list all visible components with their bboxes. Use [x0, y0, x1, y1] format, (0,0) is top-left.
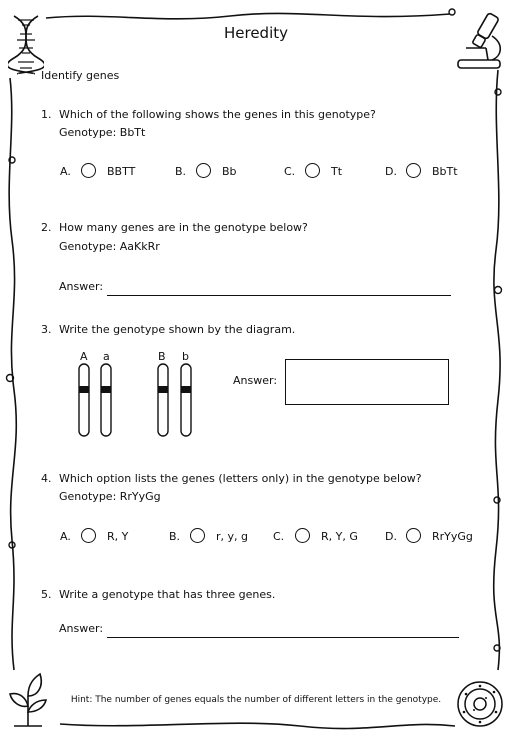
q2-genotype: Genotype: AaKkRr: [59, 240, 160, 253]
q4-option-c-text: R, Y, G: [321, 530, 358, 543]
q1-option-c-text: Tt: [331, 165, 343, 178]
q1-option-d-text: BbTt: [432, 165, 458, 178]
q1-option-b-bubble[interactable]: [196, 163, 211, 178]
q2-answer-line[interactable]: [107, 295, 451, 296]
q4-option-b-bubble[interactable]: [190, 528, 205, 543]
page-title: Heredity: [223, 24, 289, 42]
q1-option-c-bubble[interactable]: [305, 163, 320, 178]
chromosome-A: [79, 364, 89, 436]
gene-band-b: [181, 386, 191, 393]
gene-band-B: [158, 386, 168, 393]
chromosome-B: [158, 364, 168, 436]
q1-number: 1.: [41, 108, 52, 121]
q5-answer-label: Answer:: [59, 622, 104, 635]
hint-text: Hint: The number of genes equals the number of different letters in the genotype.: [70, 695, 442, 705]
allele-label-b: b: [182, 350, 189, 363]
q2-number: 2.: [41, 221, 52, 234]
q4-genotype: Genotype: RrYyGg: [59, 490, 161, 503]
q4-option-a-text: R, Y: [107, 530, 129, 543]
allele-label-B: B: [158, 350, 166, 363]
chromosome-diagram: [74, 362, 198, 440]
q1-question: Which of the following shows the genes in this genotype?: [59, 108, 376, 121]
gene-band-a: [101, 386, 111, 393]
q4-option-d-text: RrYyGg: [432, 530, 473, 543]
q3-answer-box[interactable]: [285, 359, 449, 405]
q1-option-d-bubble[interactable]: [406, 163, 421, 178]
q3-number: 3.: [41, 323, 52, 336]
q2-question: How many genes are in the genotype below?: [59, 221, 308, 234]
q2-answer-label: Answer:: [59, 280, 104, 293]
q5-answer-line[interactable]: [107, 637, 459, 638]
q4-number: 4.: [41, 472, 52, 485]
q1-option-c-letter: C.: [284, 165, 296, 178]
chromosome-b: [181, 364, 191, 436]
q1-genotype: Genotype: BbTt: [59, 126, 146, 139]
q4-option-c-letter: C.: [273, 530, 285, 543]
q1-option-a-letter: A.: [60, 165, 71, 178]
q5-number: 5.: [41, 588, 52, 601]
q1-option-d-letter: D.: [385, 165, 397, 178]
q3-answer-label: Answer:: [233, 374, 278, 387]
q4-option-d-letter: D.: [385, 530, 397, 543]
q4-option-b-text: r, y, g: [216, 530, 249, 543]
q1-option-a-text: BBTT: [107, 165, 136, 178]
q1-option-a-bubble[interactable]: [81, 163, 96, 178]
q4-option-a-bubble[interactable]: [81, 528, 96, 543]
chromosome-a: [101, 364, 111, 436]
q1-option-b-letter: B.: [175, 165, 187, 178]
page-subtitle: Identify genes: [41, 69, 120, 82]
q4-option-d-bubble[interactable]: [406, 528, 421, 543]
q4-option-c-bubble[interactable]: [295, 528, 310, 543]
allele-label-a: a: [103, 350, 110, 363]
q4-option-a-letter: A.: [60, 530, 71, 543]
q3-question: Write the genotype shown by the diagram.: [59, 323, 296, 336]
allele-label-A: A: [80, 350, 88, 363]
q1-option-b-text: Bb: [222, 165, 237, 178]
q5-question: Write a genotype that has three genes.: [59, 588, 276, 601]
q4-question: Which option lists the genes (letters only) in the genotype below?: [59, 472, 422, 485]
q4-option-b-letter: B.: [169, 530, 181, 543]
gene-band-A: [79, 386, 89, 393]
